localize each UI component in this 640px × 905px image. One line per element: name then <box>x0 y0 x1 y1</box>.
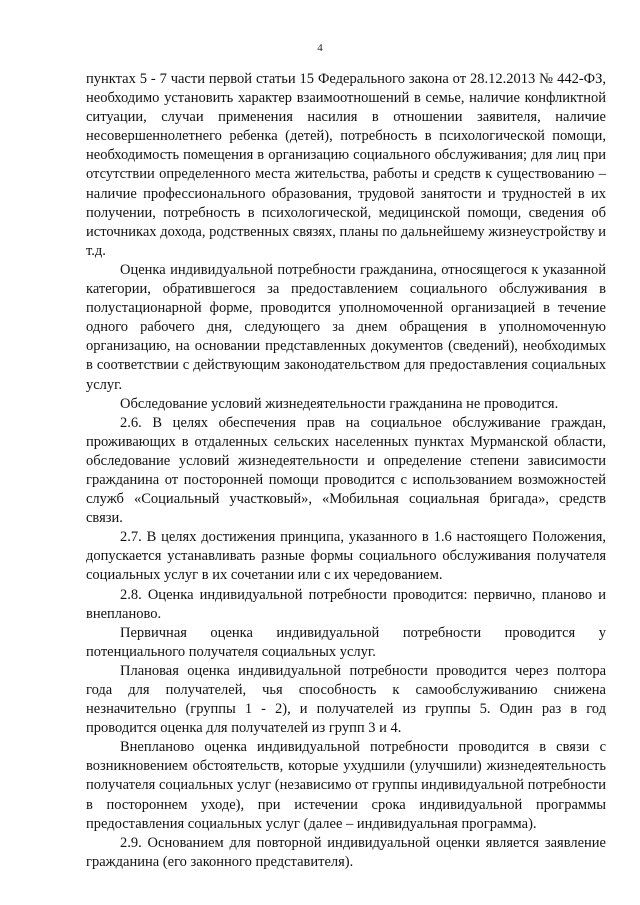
paragraph-primary-assessment: Первичная оценка индивидуальной потребности проводится у потенциального получателя социальных услуг. <box>86 624 606 660</box>
paragraph-continuation: пунктах 5 - 7 части первой статьи 15 Федерального закона от 28.12.2013 № 442-ФЗ, необходимо установить характер взаимоотношений в семье, наличие конфликтной ситуации, случаи применения насилия в отношении заявителя, наличие несовершеннолетнего ребенка (детей), потребность в психологической помощи, необходимость помещения в организацию социального обслуживания; для лиц при отсутствии определенного места жительства, работы и средств к существованию – наличие профессионального образования, трудовой занятости и трудностей в их получении, потребность в психологической, медицинской помощи, сведения об источниках дохода, родственных связях, планы по дальнейшему жизнеустройству и т.д. <box>86 71 606 259</box>
paragraph-unscheduled-assessment: Внепланово оценка индивидуальной потребности проводится в связи с возникновением обстоятельств, которые ухудшили (улучшили) жизнедеятельность получателя социальных услуг (независимо от группы индивидуальной потребности в постороннем уходе), при истечении срока индивидуальной программы предоставления социальных услуг (далее – индивидуальная программа). <box>86 739 606 832</box>
paragraph-planned-assessment: Плановая оценка индивидуальной потребности проводится через полтора года для получателей, чья способность к самообслуживанию снижена незначительно (группы 1 - 2), и получателей из группы 5. Один раз в год проводится оценка для получателей из групп 3 и 4. <box>86 662 606 737</box>
document-body <box>86 70 606 872</box>
paragraph-2-6: 2.6. В целях обеспечения прав на социальное обслуживание граждан, проживающих в отдаленных сельских населенных пунктах Мурманской области, обследование условий жизнедеятельности и определение степени зависимости гражданина от посторонней помощи проводится с использованием возможностей служб «Социальный участковый», «Мобильная социальная бригада», средств связи. <box>86 414 606 527</box>
paragraph-no-inspection: Обследование условий жизнедеятельности гражданина не проводится. <box>120 395 559 412</box>
paragraph-2-7: 2.7. В целях достижения принципа, указанного в 1.6 настоящего Положения, допускается устанавливать разные формы социального обслуживания получателя социальных услуг в их сочетании или с их чередованием. <box>86 529 606 584</box>
paragraph-2-9: 2.9. Основанием для повторной индивидуальной оценки является заявление гражданина (его законного представителя). <box>86 834 606 870</box>
paragraph-2-8: 2.8. Оценка индивидуальной потребности проводится: первично, планово и внепланово. <box>86 586 606 622</box>
page-number: 4 <box>317 42 323 54</box>
paragraph-assessment-semi-stationary: Оценка индивидуальной потребности гражданина, относящегося к указанной категории, обратившегося за предоставлением социального обслуживания в полустационарной форме, проводится уполномоченной организацией в течение одного рабочего дня, следующего за днем обращения в уполномоченную организацию, на основании представленных документов (сведений), необходимых в соответствии с действующим законодательством для предоставления социальных услуг. <box>86 261 606 393</box>
